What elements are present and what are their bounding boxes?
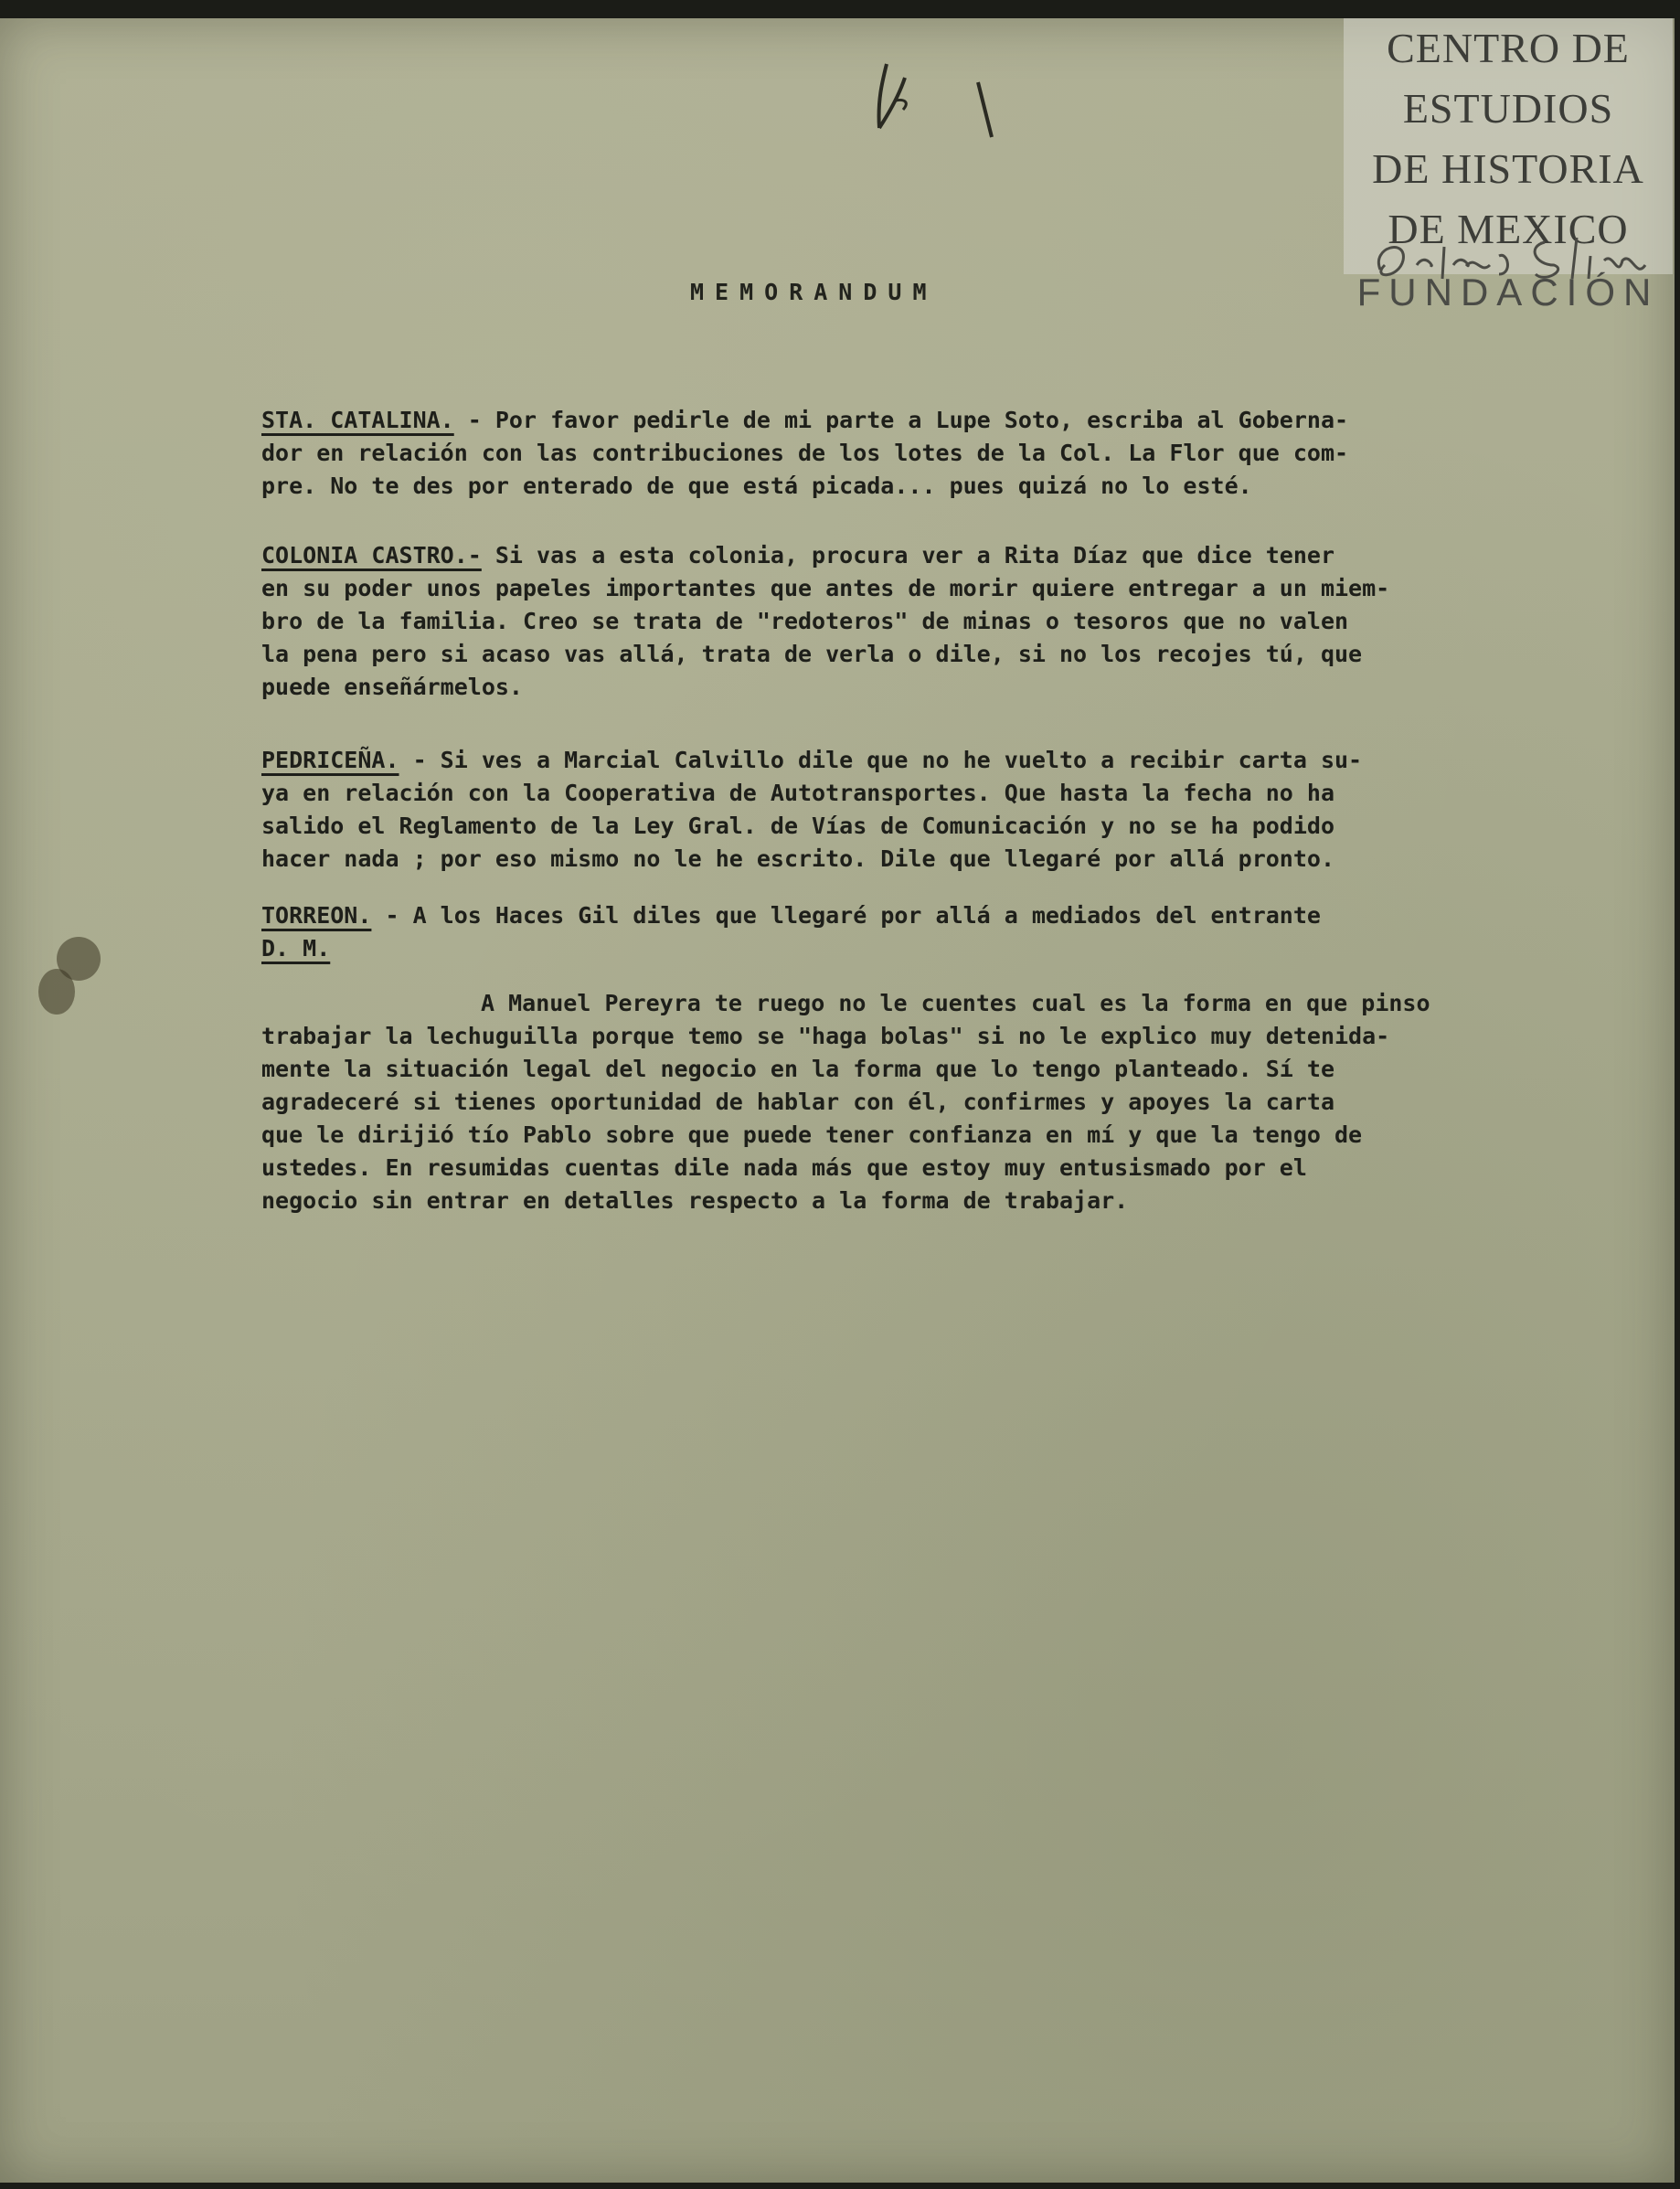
- watermark-foundation: FUNDACIÓN: [1356, 271, 1660, 313]
- text-line: dor en relación con las contribuciones de los lotes de la Col. La Flor que com-: [261, 440, 1349, 466]
- document-page: [0, 18, 1675, 2183]
- text-line: D. M.: [261, 935, 331, 962]
- text-line: ustedes. En resumidas cuentas dile nada más que estoy muy entusismado por el: [261, 1154, 1307, 1181]
- archive-watermark: [1344, 18, 1673, 313]
- text-line: [261, 404, 1614, 437]
- ink-stain: [38, 969, 75, 1015]
- text-line: hacer nada ; por eso mismo no le he escrito. Dile que llegaré por allá pronto.: [261, 845, 1334, 872]
- section-heading: STA. CATALINA.: [261, 407, 454, 433]
- document-title: MEMORANDUM: [690, 279, 938, 305]
- text-line: trabajar la lechuguilla porque temo se "haga bolas" si no le explico muy detenida-: [261, 1023, 1390, 1049]
- text-line: que le dirijió tío Pablo sobre que puede tener confianza en mí y que la tengo de: [261, 1121, 1363, 1148]
- text-line: puede enseñármelos.: [261, 674, 523, 700]
- text-line: [261, 899, 1614, 932]
- text-line: ya en relación con la Cooperativa de Autotransportes. Que hasta la fecha no ha: [261, 780, 1334, 806]
- text-line: la pena pero si acaso vas allá, trata de verla o dile, si no los recojes tú, que: [261, 641, 1363, 667]
- handwritten-mark: [850, 46, 1015, 165]
- line-text: - Por favor pedirle de mi parte a Lupe Soto, escriba al Goberna-: [453, 407, 1349, 433]
- section-sta-catalina: [261, 404, 1614, 503]
- text-line: [261, 744, 1614, 777]
- line-text: - A los Haces Gil diles que llegaré por allá a mediados del entrante: [371, 902, 1321, 929]
- line-text: - Si ves a Marcial Calvillo dile que no he vuelto a recibir carta su-: [399, 747, 1363, 773]
- text-line: en su poder unos papeles importantes que antes de morir quiere entregar a un miem-: [261, 575, 1390, 601]
- text-line: [261, 539, 1614, 572]
- section-torreon: [261, 899, 1614, 965]
- watermark-line-2: ESTUDIOS: [1402, 85, 1614, 132]
- text-line: negocio sin entrar en detalles respecto a la forma de trabajar.: [261, 1187, 1129, 1214]
- section-pedricena: [261, 744, 1614, 876]
- text-line: bro de la familia. Creo se trata de "redoteros" de minas o tesoros que no valen: [261, 608, 1349, 634]
- watermark-line-3: DE HISTORIA: [1372, 145, 1644, 192]
- section-heading: PEDRICEÑA.: [261, 747, 399, 773]
- section-heading: COLONIA CASTRO.-: [261, 542, 482, 569]
- text-line: mente la situación legal del negocio en la forma que lo tengo planteado. Sí te: [261, 1056, 1334, 1082]
- signature-logo: [1362, 228, 1664, 292]
- watermark-line-1: CENTRO DE: [1387, 25, 1630, 71]
- section-heading: TORREON.: [261, 902, 372, 929]
- closing-paragraph: [261, 987, 1614, 1217]
- line-text: Si vas a esta colonia, procura ver a Rita Díaz que dice tener: [481, 542, 1335, 569]
- text-line: pre. No te des por enterado de que está picada... pues quizá no lo esté.: [261, 473, 1252, 499]
- section-colonia-castro: [261, 539, 1614, 704]
- text-line: agradeceré si tienes oportunidad de hablar con él, confirmes y apoyes la carta: [261, 1089, 1334, 1115]
- watermark-line-4: DE MEXICO: [1388, 206, 1629, 252]
- text-line: salido el Reglamento de la Ley Gral. de Vías de Comunicación y no se ha podido: [261, 813, 1334, 839]
- text-line: A Manuel Pereyra te ruego no le cuentes cual es la forma en que pinso: [481, 990, 1430, 1016]
